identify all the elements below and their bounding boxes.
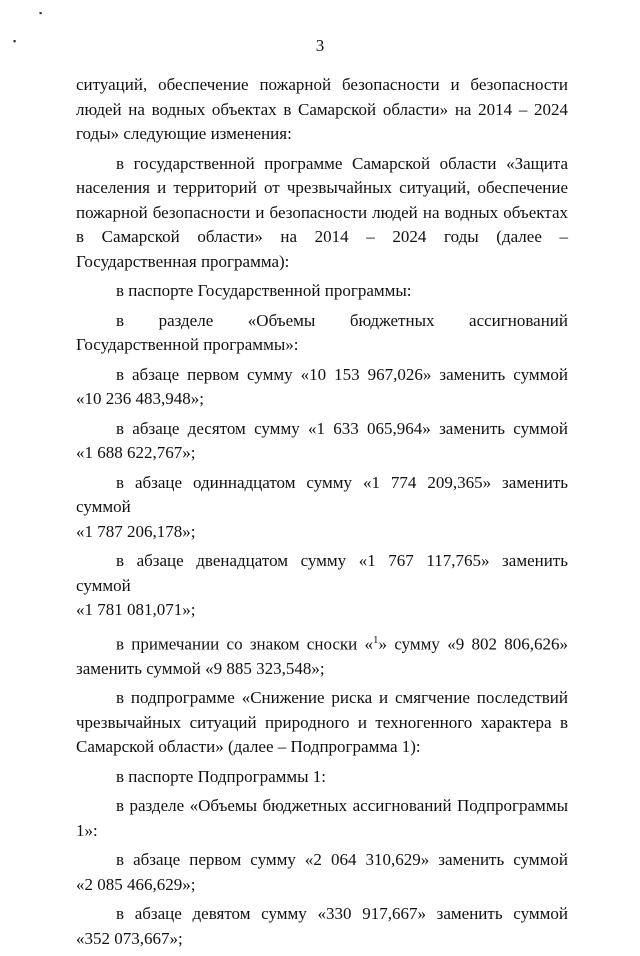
amendment-paragraph [76,417,568,466]
amendment-line: в абзаце девятом сумму «330 917,667» заменить суммой [116,904,568,924]
amendment-line: в абзаце десятом сумму «1 633 065,964» заменить суммой [116,418,568,438]
footnote-text-before: в примечании со знаком сноски « [116,634,374,654]
amendment-new-sum: «1 688 622,767»; [76,443,196,462]
amendment-line: в абзаце двенадцатом сумму «1 767 117,765» заменить суммой [76,551,568,595]
paragraph: ситуаций, обеспечение пожарной безопасности и безопасности людей на водных объектах в Самарской области» на 2014 – 2024 годы» следующие изменения: [76,75,568,143]
footnote-text-after: » сумму «9 802 806,626» заменить суммой «9 885 323,548»; [76,634,568,678]
footnote-mark: 1 [373,633,379,646]
margin-mark: ▪ [39,8,43,18]
amendment-line: в абзаце первом сумму «10 153 967,026» заменить суммой [116,364,568,384]
amendment-new-sum: «352 073,667»; [76,928,183,948]
footnote-paragraph [76,628,568,682]
paragraph: в паспорте Подпрограммы 1: [116,766,327,786]
amendment-line: в абзаце первом сумму «2 064 310,629» заменить суммой [116,850,568,870]
amendment-paragraph [76,848,568,897]
margin-mark: ▪ [13,36,17,46]
paragraph: в государственной программе Самарской области «Защита населения и территорий от чрезвычайных ситуаций, обеспечение пожарной безопасности и безопасности людей на водных объектах в Самарской области» на 2014 – 2024 годы (далее – Государственная программа): [76,153,568,271]
amendment-paragraph [76,363,568,412]
amendment-line: в абзаце одиннадцатом сумму «1 774 209,365» заменить суммой [76,472,568,516]
document-body [76,73,568,956]
amendment-paragraph [76,902,568,951]
paragraph: в разделе «Объемы бюджетных ассигнований Подпрограммы 1»: [76,796,568,840]
amendment-new-sum: «1 781 081,071»; [76,600,196,619]
amendment-paragraph [76,549,568,623]
paragraph: в паспорте Государственной программы: [116,281,412,300]
paragraph: в подпрограмме «Снижение риска и смягчение последствий чрезвычайных ситуаций природного и техногенного характера в Самарской области» (далее – Подпрограмма 1): [76,688,568,757]
amendment-new-sum: «2 085 466,629»; [76,874,196,894]
paragraph: в разделе «Объемы бюджетных ассигнований Государственной программы»: [76,310,568,354]
amendment-new-sum: «10 236 483,948»; [76,389,204,408]
amendment-paragraph [76,471,568,545]
amendment-new-sum: «1 787 206,178»; [76,521,196,541]
page-number: 3 [315,36,325,55]
